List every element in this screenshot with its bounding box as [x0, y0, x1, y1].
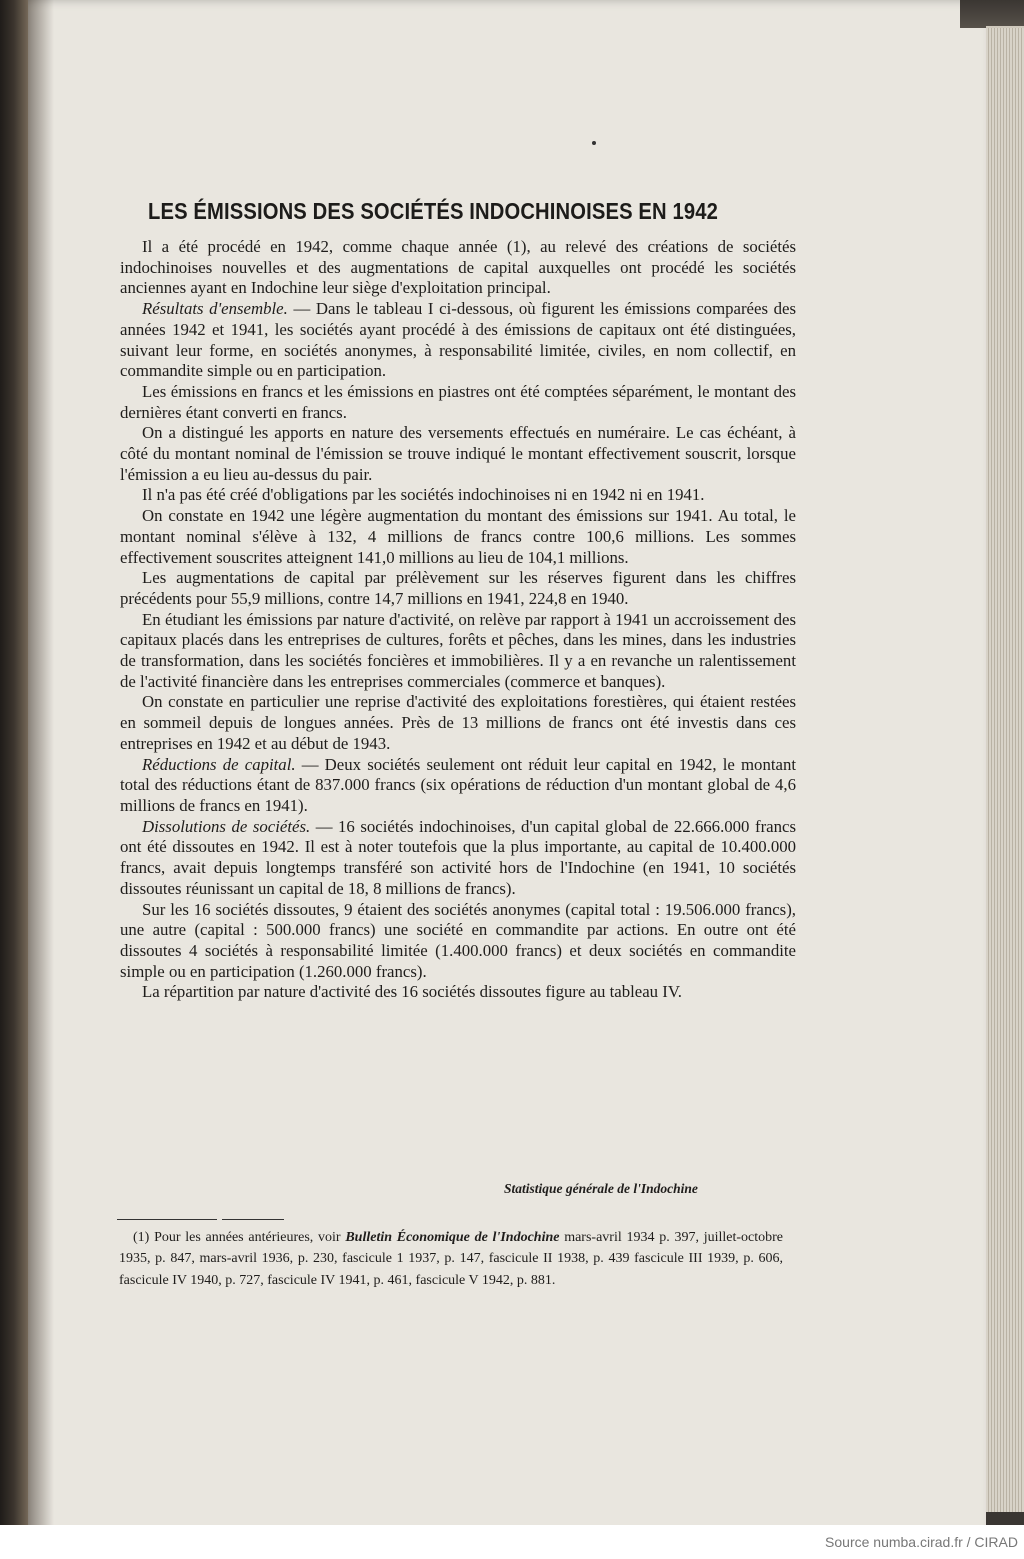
paragraph: La répartition par nature d'activité des 16 sociétés dissoutes figure au tableau IV. — [142, 982, 682, 1002]
footnote: (1) Pour les années antérieures, voir Bulletin Économique de l'Indochine mars-avril 1934 p. 397, juillet-octobre 1935, p. 847, mars-avril 1936, p. 230, fascicule 1 1937, p. 147, fascicule II 1938, p. 439 fascicule III 1939, p. 606, fascicule IV 1940, p. 727, fascicule IV 1941, p. 461, fascicule V 1942, p. 881. — [119, 1230, 784, 1288]
paragraph-dissolutions: Dissolutions de sociétés. — 16 sociétés indochinoises, d'un capital global de 22.666.000 francs ont été dissoutes en 1942. Il est à noter toutefois que la plus importante, au capital de 10.400.000 francs, avait depuis longtemps transféré son activité hors de l'Indochine (en 1941, 10 sociétés dissoutes réunissant un capital de 18, 8 millions de francs). — [120, 816, 796, 898]
paragraph-lead: Résultats d'ensemble. — [142, 299, 288, 319]
paragraph: Les émissions en francs et les émissions en piastres ont été comptées séparément, le montant des dernières étant converti en francs. — [120, 381, 796, 422]
paragraph: En étudiant les émissions par nature d'activité, on relève par rapport à 1941 un accroissement des capitaux placés dans les entreprises de cultures, forêts et pêches, dans les mines, dans les industries de transformation, dans les sociétés foncières et immobilières. Il y a en revanche un ralentissement de l'activité financière dans les entreprises commerciales (commerce et banques). — [120, 609, 796, 691]
paragraph: On constate en 1942 une légère augmentation du montant des émissions sur 1941. Au total, le montant nominal s'élève à 132, 4 millions de francs contre 100,6 millions. Les sommes effectivement souscrites atteignent 141,0 millions au lieu de 104,1 millions. — [120, 506, 796, 567]
paragraph-lead: Réductions de capital. — [142, 754, 296, 774]
ink-dot — [592, 141, 596, 145]
journal-title: Bulletin Économique de l'Indochine — [345, 1230, 560, 1245]
paragraph-reductions: Réductions de capital. — Deux sociétés seulement ont réduit leur capital en 1942, le montant total des réductions étant de 837.000 francs (six opérations de réduction d'un montant global de 4,6 millions de francs en 1941). — [120, 754, 797, 815]
paragraph: Il n'a pas été créé d'obligations par les sociétés indochinoises ni en 1942 ni en 1941. — [142, 485, 705, 505]
paragraph: Sur les 16 sociétés dissoutes, 9 étaient des sociétés anonymes (capital total : 19.506.000 francs), une autre (capital : 500.000 francs) une société en commandite par actions. En outre ont été dissoutes 4 sociétés à responsabilité limitée (1.400.000 francs) et deux sociétés en commandite simple ou en participation (1.260.000 francs). — [120, 899, 796, 981]
article-body — [120, 237, 796, 1003]
paragraph: Les augmentations de capital par prélèvement sur les réserves figurent dans les chiffres précédents pour 55,9 millions, contre 14,7 millions en 1941, 224,8 en 1940. — [120, 568, 796, 608]
page-stack-edges — [986, 26, 1024, 1512]
footnote-rule — [222, 1219, 284, 1220]
page-title: LES ÉMISSIONS DES SOCIÉTÉS INDOCHINOISES EN 1942 — [148, 198, 718, 224]
signature: Statistique générale de l'Indochine — [504, 1181, 698, 1196]
paragraph-intro: Il a été procédé en 1942, comme chaque année (1), au relevé des créations de sociétés indochinoises nouvelles et des augmentations de capital auxquelles ont procédé les sociétés anciennes ayant en Indochine leur siège d'exploitation principal. — [120, 237, 796, 298]
paragraph-resultats: Résultats d'ensemble. — Dans le tableau I ci-dessous, où figurent les émissions comparées des années 1942 et 1941, les sociétés ayant procédé à des émissions de capitaux ont été distinguées, suivant leur forme, en sociétés anonymes, à responsabilité limitée, civiles, en nom collectif, en commandite simple ou en participation. — [120, 299, 796, 381]
paragraph-lead: Dissolutions de sociétés. — [142, 816, 311, 836]
paragraph: On constate en particulier une reprise d'activité des exploitations forestières, qui étaient restées en sommeil depuis de longues années. Près de 13 millions de francs ont été investis dans ces entreprises en 1942 et au début de 1943. — [120, 692, 796, 753]
paragraph: On a distingué les apports en nature des versements effectués en numéraire. Le cas échéant, à côté du montant nominal de l'émission se trouve indiqué le montant effectivement souscrit, lorsque l'émission a eu lieu au-dessus du pair. — [120, 423, 796, 484]
source-credit: Source numba.cirad.fr / CIRAD — [825, 1534, 1018, 1550]
footnote-rule — [117, 1219, 217, 1220]
page-stack-top — [960, 0, 1024, 28]
